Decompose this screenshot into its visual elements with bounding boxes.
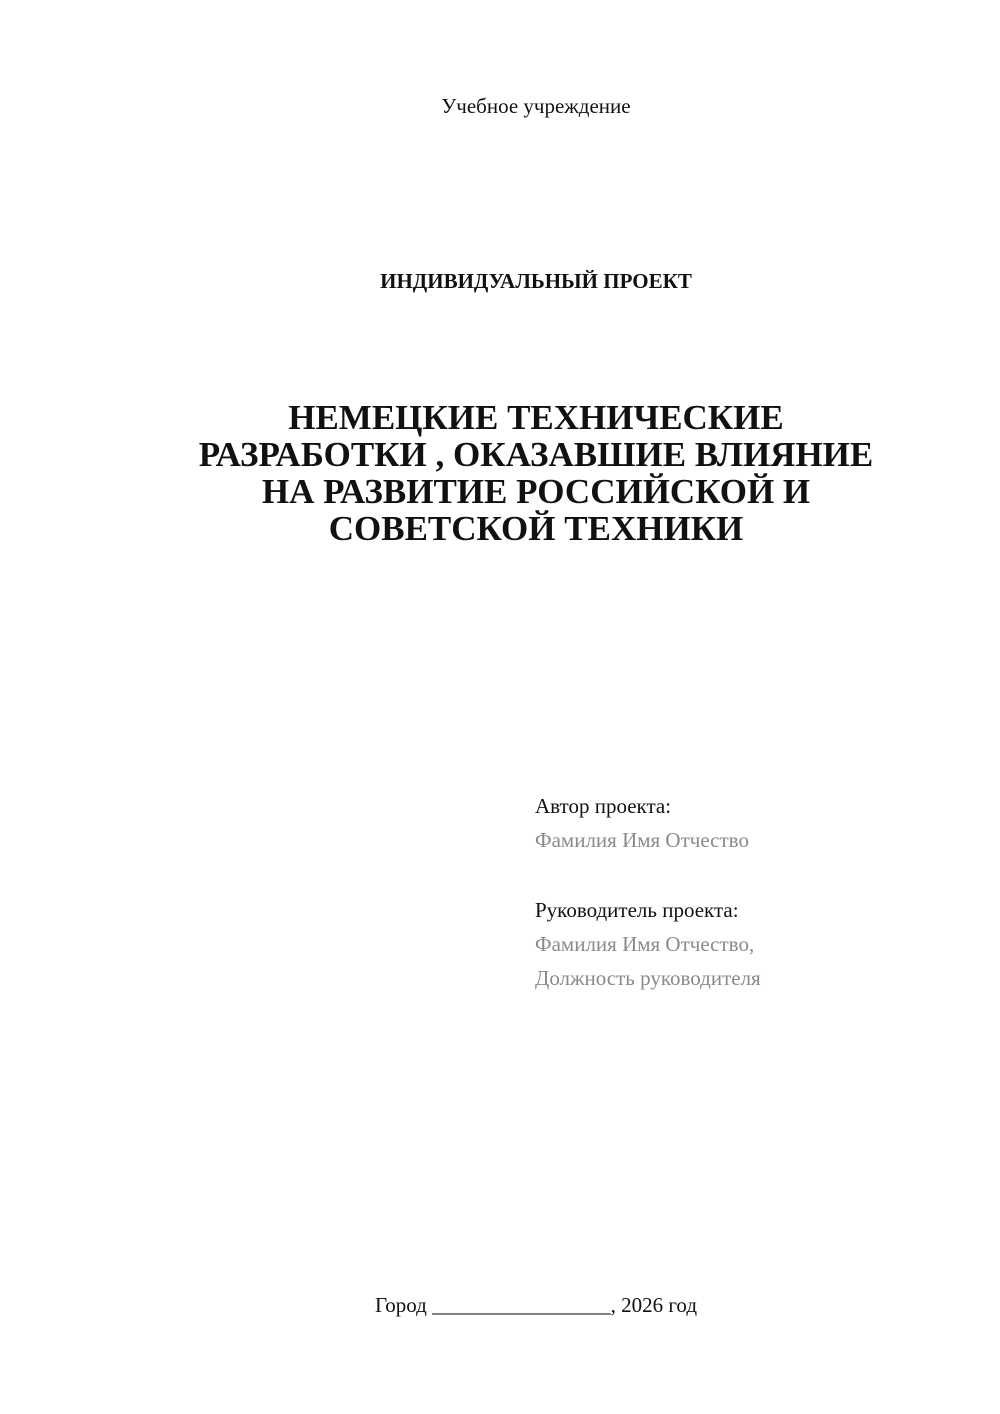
supervisor-position: Должность руководителя [535,966,761,990]
institution-name: Учебное учреждение [441,94,631,118]
credits-block [535,789,975,995]
title-line: РАЗРАБОТКИ , ОКАЗАВШИЕ ВЛИЯНИЕ [198,435,874,474]
title-line: СОВЕТСКОЙ ТЕХНИКИ [328,509,744,548]
city-year-line: Город _________________, 2026 год [374,1293,698,1317]
supervisor-name: Фамилия Имя Отчество, [535,932,755,956]
spacer [535,857,975,893]
title-line: НЕМЕЦКИЕ ТЕХНИЧЕСКИЕ [288,398,784,437]
author-name: Фамилия Имя Отчество [535,828,749,852]
author-label: Автор проекта: [535,794,672,818]
project-title [130,399,942,547]
title-line: НА РАЗВИТИЕ РОССИЙСКОЙ И [261,472,811,511]
supervisor-label: Руководитель проекта: [535,898,739,922]
document-type: ИНДИВИДУАЛЬНЫЙ ПРОЕКТ [380,269,692,293]
